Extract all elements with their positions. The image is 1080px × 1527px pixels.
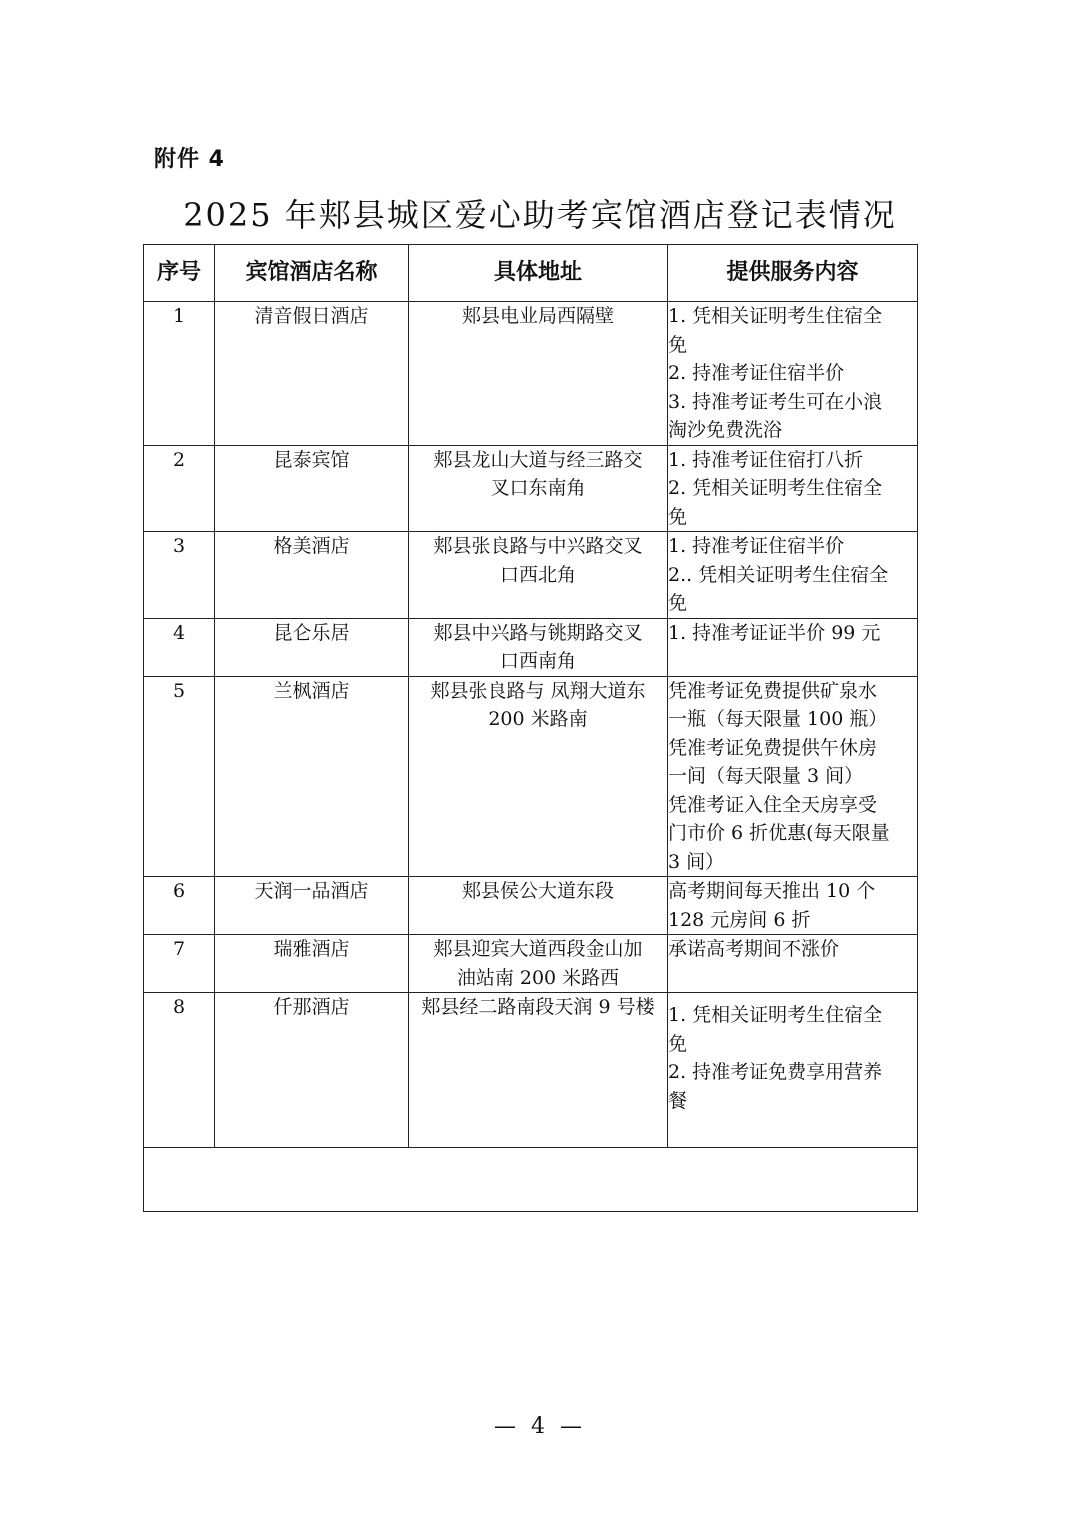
hotel-address	[409, 302, 668, 446]
hotel-name: 瑞雅酒店	[215, 935, 409, 993]
row-number: 3	[144, 532, 215, 619]
address-line: 郏县张良路与 凤翔大道东	[430, 679, 646, 702]
service-line: 1. 持准考证住宿半价	[668, 535, 845, 557]
table-row	[144, 993, 918, 1148]
header-address: 具体地址	[409, 245, 668, 302]
hotel-services	[668, 532, 918, 619]
service-line: 餐	[668, 1089, 688, 1112]
hotel-name: 昆泰宾馆	[215, 445, 409, 532]
table-row	[144, 302, 918, 446]
address-line: 郏县侯公大道东段	[461, 880, 614, 902]
hotel-name: 清音假日酒店	[215, 302, 409, 446]
hotel-services	[668, 445, 918, 532]
hotel-address	[409, 676, 668, 877]
address-line: 郏县电业局西隔壁	[461, 305, 614, 327]
hotel-name: 格美酒店	[215, 532, 409, 619]
hotel-address	[409, 993, 668, 1148]
empty-row	[144, 1148, 918, 1212]
service-line: 1. 持准考证住宿打八折	[668, 448, 864, 471]
hotel-name: 昆仑乐居	[215, 618, 409, 676]
row-number: 5	[144, 676, 215, 877]
service-line: 1. 凭相关证明考生住宿全	[668, 305, 883, 327]
service-line: 3 间）	[668, 850, 725, 873]
address-line: 郏县龙山大道与经三路交	[433, 448, 643, 471]
service-line: 1. 凭相关证明考生住宿全	[668, 1004, 883, 1026]
address-line: 口西北角	[499, 563, 576, 586]
hotel-name: 天润一品酒店	[215, 877, 409, 935]
row-number: 6	[144, 877, 215, 935]
hotel-services	[668, 618, 918, 676]
hotel-services	[668, 302, 918, 446]
service-line: 免	[668, 1032, 688, 1055]
service-line: 免	[668, 505, 688, 528]
hotel-name: 兰枫酒店	[215, 676, 409, 877]
service-line: 高考期间每天推出 10 个	[668, 880, 876, 902]
attachment-label: 附件 4	[154, 147, 225, 172]
table-row	[144, 877, 918, 935]
table-row	[144, 676, 918, 877]
row-number: 1	[144, 302, 215, 446]
service-line: 1. 持准考证证半价 99 元	[668, 621, 881, 644]
service-line: 2. 持准考证免费享用营养	[668, 1061, 883, 1083]
document-title: 2025 年郏县城区爱心助考宾馆酒店登记表情况	[183, 196, 897, 234]
address-line: 郏县张良路与中兴路交叉	[433, 535, 643, 557]
service-line: 凭准考证免费提供矿泉水	[668, 679, 878, 702]
row-number: 4	[144, 618, 215, 676]
address-line: 200 米路南	[488, 708, 588, 730]
row-number: 8	[144, 993, 215, 1148]
service-line: 免	[668, 592, 688, 614]
address-line: 叉口东南角	[490, 477, 586, 499]
hotel-name: 仟那酒店	[215, 993, 409, 1148]
table-header-row	[144, 245, 918, 302]
hotel-services	[668, 935, 918, 993]
row-number: 2	[144, 445, 215, 532]
row-number: 7	[144, 935, 215, 993]
header-hotel-name: 宾馆酒店名称	[215, 245, 409, 302]
address-line: 口西南角	[499, 650, 576, 672]
table-row	[144, 532, 918, 619]
service-line: 凭准考证免费提供午休房	[668, 736, 878, 759]
service-line: 门市价 6 折优惠(每天限量	[668, 822, 890, 844]
address-line: 油站南 200 米路西	[456, 966, 620, 989]
hotel-address	[409, 532, 668, 619]
hotel-address	[409, 445, 668, 532]
header-services: 提供服务内容	[668, 245, 918, 302]
table-row	[144, 445, 918, 532]
hotel-services	[668, 993, 918, 1148]
service-line: 2. 持准考证住宿半价	[668, 362, 845, 384]
service-line: 淘沙免费洗浴	[668, 419, 783, 441]
service-line: 2. 凭相关证明考生住宿全	[668, 477, 883, 499]
service-line: 凭准考证入住全天房享受	[668, 793, 878, 816]
page-number: — 4 —	[494, 1414, 586, 1439]
service-line: 一瓶（每天限量 100 瓶）	[668, 708, 888, 730]
address-line: 郏县经二路南段天润 9 号楼	[421, 996, 655, 1018]
address-line: 郏县迎宾大道西段金山加	[433, 938, 643, 960]
service-line: 承诺高考期间不涨价	[668, 938, 840, 960]
address-line: 郏县中兴路与铫期路交叉	[433, 621, 643, 644]
empty-cell	[144, 1148, 918, 1212]
hotel-address	[409, 618, 668, 676]
hotel-registry-table	[143, 244, 918, 1212]
hotel-address	[409, 877, 668, 935]
hotel-services	[668, 676, 918, 877]
table-row	[144, 935, 918, 993]
hotel-services	[668, 877, 918, 935]
service-line: 128 元房间 6 折	[668, 908, 811, 931]
header-number: 序号	[144, 245, 215, 302]
hotel-address	[409, 935, 668, 993]
service-line: 2.. 凭相关证明考生住宿全	[668, 563, 889, 586]
table-row	[144, 618, 918, 676]
service-line: 3. 持准考证考生可在小浪	[668, 390, 883, 413]
service-line: 免	[668, 333, 688, 356]
service-line: 一间（每天限量 3 间）	[668, 765, 864, 787]
